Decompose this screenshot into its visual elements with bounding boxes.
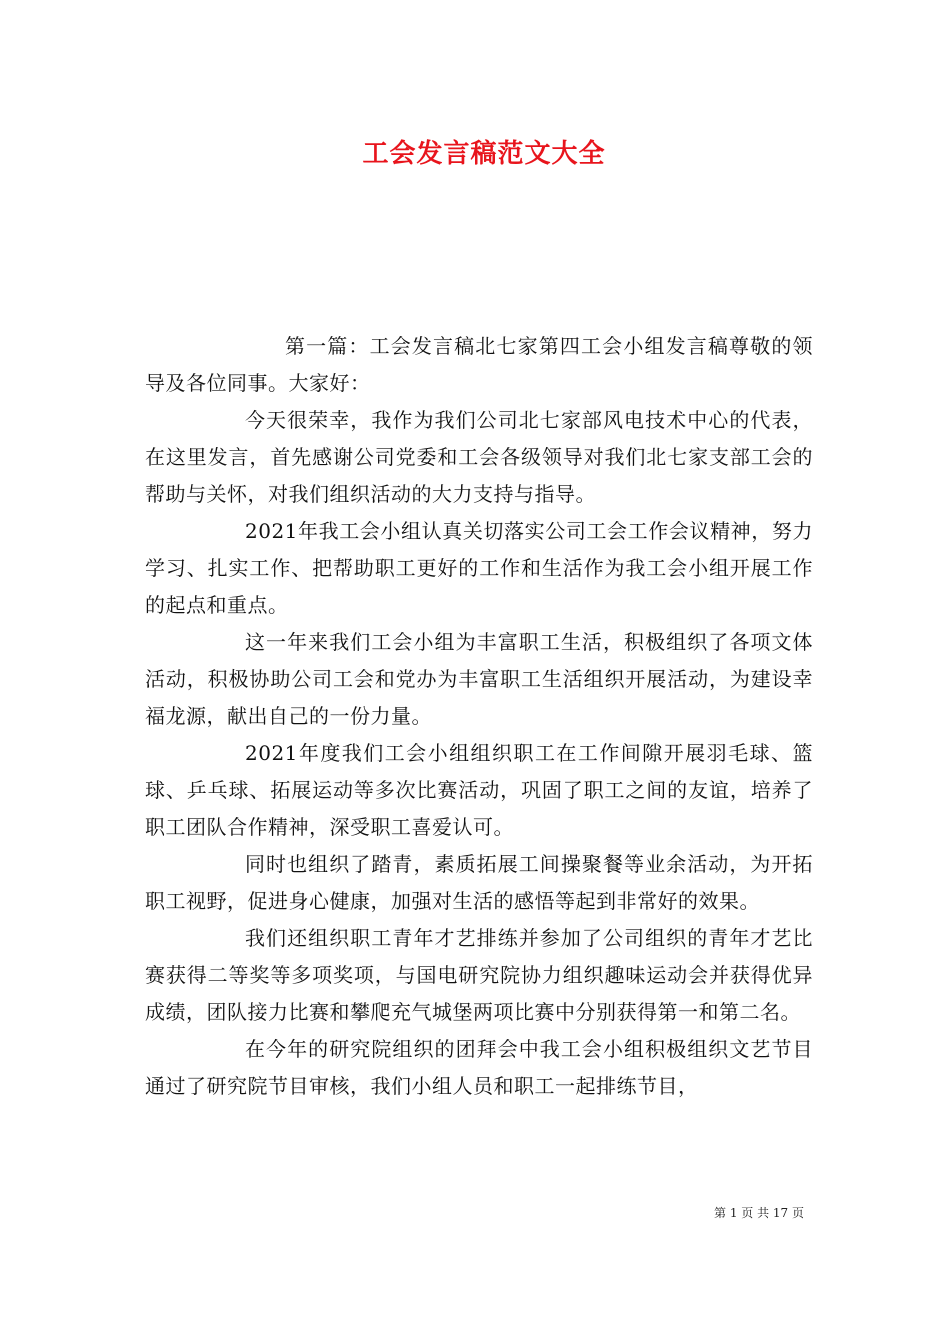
- paragraph-5: 2021年度我们工会小组组织职工在工作间隙开展羽毛球、篮球、乒乓球、拓展运动等多次比赛活动，巩固了职工之间的友谊，培养了职工团队合作精神，深受职工喜爱认可。: [145, 741, 813, 839]
- paragraph-2: 今天很荣幸，我作为我们公司北七家部风电技术中心的代表，在这里发言，首先感谢公司党委和工会各级领导对我们北七家支部工会的帮助与关怀，对我们组织活动的大力支持与指导。: [145, 408, 813, 506]
- document-title: 工会发言稿范文大全: [362, 139, 606, 169]
- paragraph-6: 同时也组织了踏青，素质拓展工间操聚餐等业余活动，为开拓职工视野，促进身心健康，加强对生活的感悟等起到非常好的效果。: [145, 852, 813, 913]
- document-body: [145, 328, 813, 1105]
- page-indicator: 第 1 页 共 17 页: [714, 1206, 804, 1220]
- paragraph-4: 这一年来我们工会小组为丰富职工生活，积极组织了各项文体活动，积极协助公司工会和党办为丰富职工生活组织开展活动，为建设幸福龙源，献出自己的一份力量。: [145, 630, 813, 728]
- paragraph-3: 2021年我工会小组认真关切落实公司工会工作会议精神，努力学习、扎实工作、把帮助职工更好的工作和生活作为我工会小组开展工作的起点和重点。: [145, 519, 813, 617]
- paragraph-1: 第一篇：工会发言稿北七家第四工会小组发言稿尊敬的领导及各位同事。大家好：: [145, 334, 813, 395]
- paragraph-8: 在今年的研究院组织的团拜会中我工会小组积极组织文艺节目通过了研究院节目审核，我们小组人员和职工一起排练节目，: [145, 1037, 813, 1098]
- paragraph-7: 我们还组织职工青年才艺排练并参加了公司组织的青年才艺比赛获得二等奖等多项奖项，与国电研究院协力组织趣味运动会并获得优异成绩，团队接力比赛和攀爬充气城堡两项比赛中分别获得第一和第二名。: [145, 926, 813, 1024]
